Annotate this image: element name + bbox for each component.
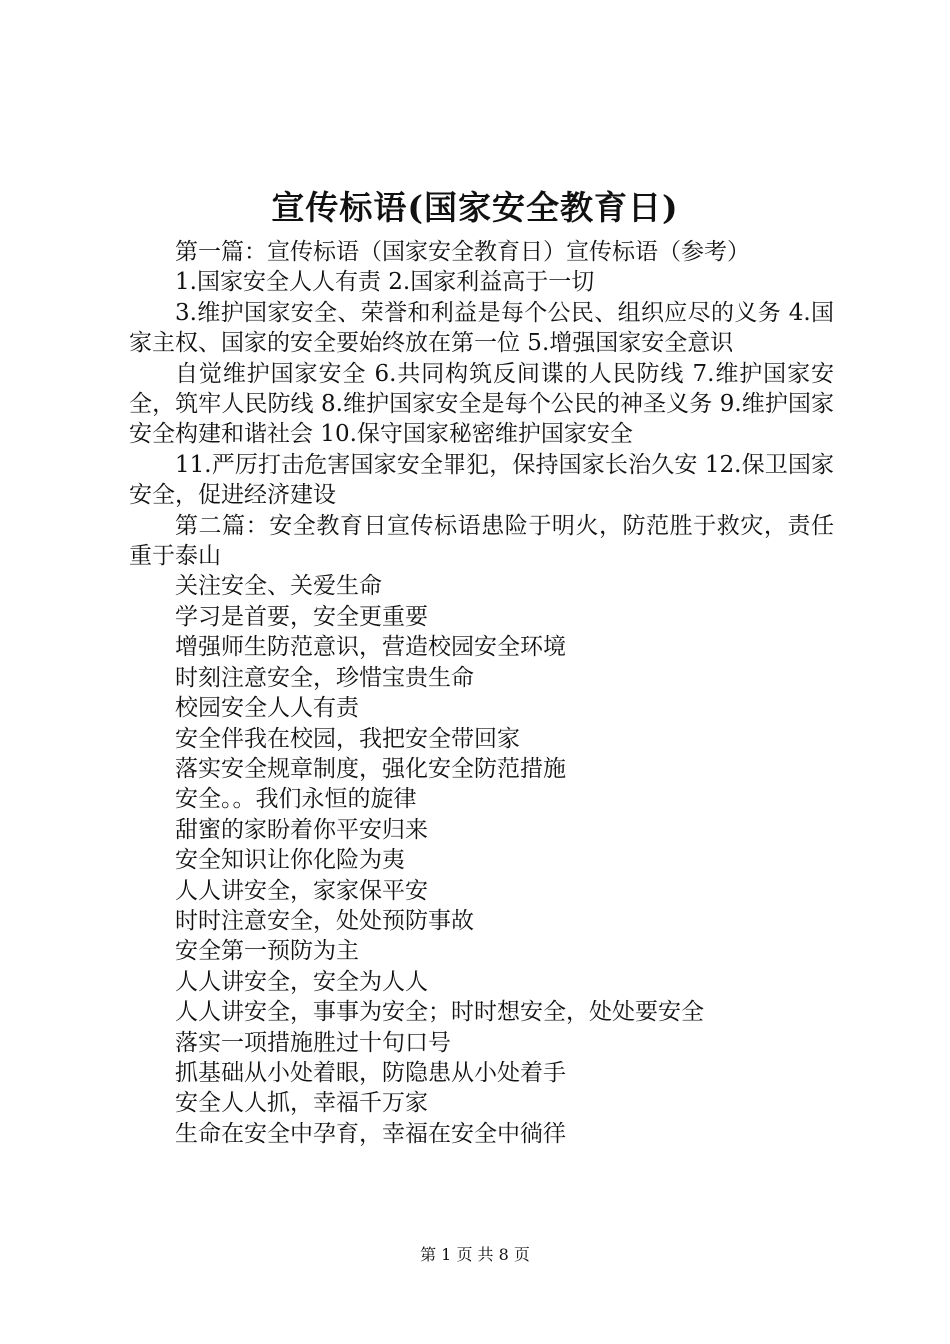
paragraph: 落实安全规章制度，强化安全防范措施 xyxy=(175,755,566,782)
paragraph: 甜蜜的家盼着你平安归来 xyxy=(175,816,428,843)
paragraph: 1.国家安全人人有责 2.国家利益高于一切 xyxy=(175,269,595,296)
paragraph: 自觉维护国家安全 6.共同构筑反间谍的人民防线 7.维护国家安全，筑牢人民防线 8.维护国家安全是每个公民的神圣义务 9.维护国家安全构建和谐社会 10.保守国家秘密维护国家安全 xyxy=(129,360,834,448)
paragraph: 安全人人抓，幸福千万家 xyxy=(175,1090,428,1117)
paragraph: 安全第一预防为主 xyxy=(175,938,359,965)
paragraph: 3.维护国家安全、荣誉和利益是每个公民、组织应尽的义务 4.国家主权、国家的安全要始终放在第一位 5.增强国家安全意识 xyxy=(129,299,834,357)
paragraph: 安全知识让你化险为夷 xyxy=(175,847,405,874)
document-body xyxy=(129,237,834,1149)
paragraph: 时时注意安全，处处预防事故 xyxy=(175,907,474,934)
paragraph: 第一篇：宣传标语（国家安全教育日）宣传标语（参考） xyxy=(175,239,750,265)
paragraph: 11.严厉打击危害国家安全罪犯，保持国家长治久安 12.保卫国家安全，促进经济建设 xyxy=(129,451,834,509)
paragraph: 学习是首要，安全更重要 xyxy=(175,603,428,630)
page-title: 宣传标语(国家安全教育日) xyxy=(271,188,679,227)
paragraph: 安全。。我们永恒的旋律 xyxy=(175,786,417,813)
paragraph: 增强师生防范意识，营造校园安全环境 xyxy=(175,634,566,661)
paragraph: 落实一项措施胜过十句口号 xyxy=(175,1029,451,1056)
paragraph: 人人讲安全，家家保平安 xyxy=(175,877,428,904)
paragraph: 时刻注意安全，珍惜宝贵生命 xyxy=(175,664,474,691)
paragraph: 人人讲安全，事事为安全；时时想安全，处处要安全 xyxy=(175,999,704,1026)
paragraph: 校园安全人人有责 xyxy=(175,695,359,722)
paragraph: 抓基础从小处着眼，防隐患从小处着手 xyxy=(175,1059,566,1086)
paragraph: 关注安全、关爱生命 xyxy=(175,573,382,600)
paragraph: 第二篇：安全教育日宣传标语患险于明火，防范胜于救灾，责任重于泰山 xyxy=(129,512,834,570)
paragraph: 生命在安全中孕育，幸福在安全中徜徉 xyxy=(175,1120,566,1147)
paragraph: 安全伴我在校园，我把安全带回家 xyxy=(175,725,520,752)
paragraph: 人人讲安全，安全为人人 xyxy=(175,968,428,995)
page-number-footer: 第 1 页 共 8 页 xyxy=(420,1245,530,1264)
